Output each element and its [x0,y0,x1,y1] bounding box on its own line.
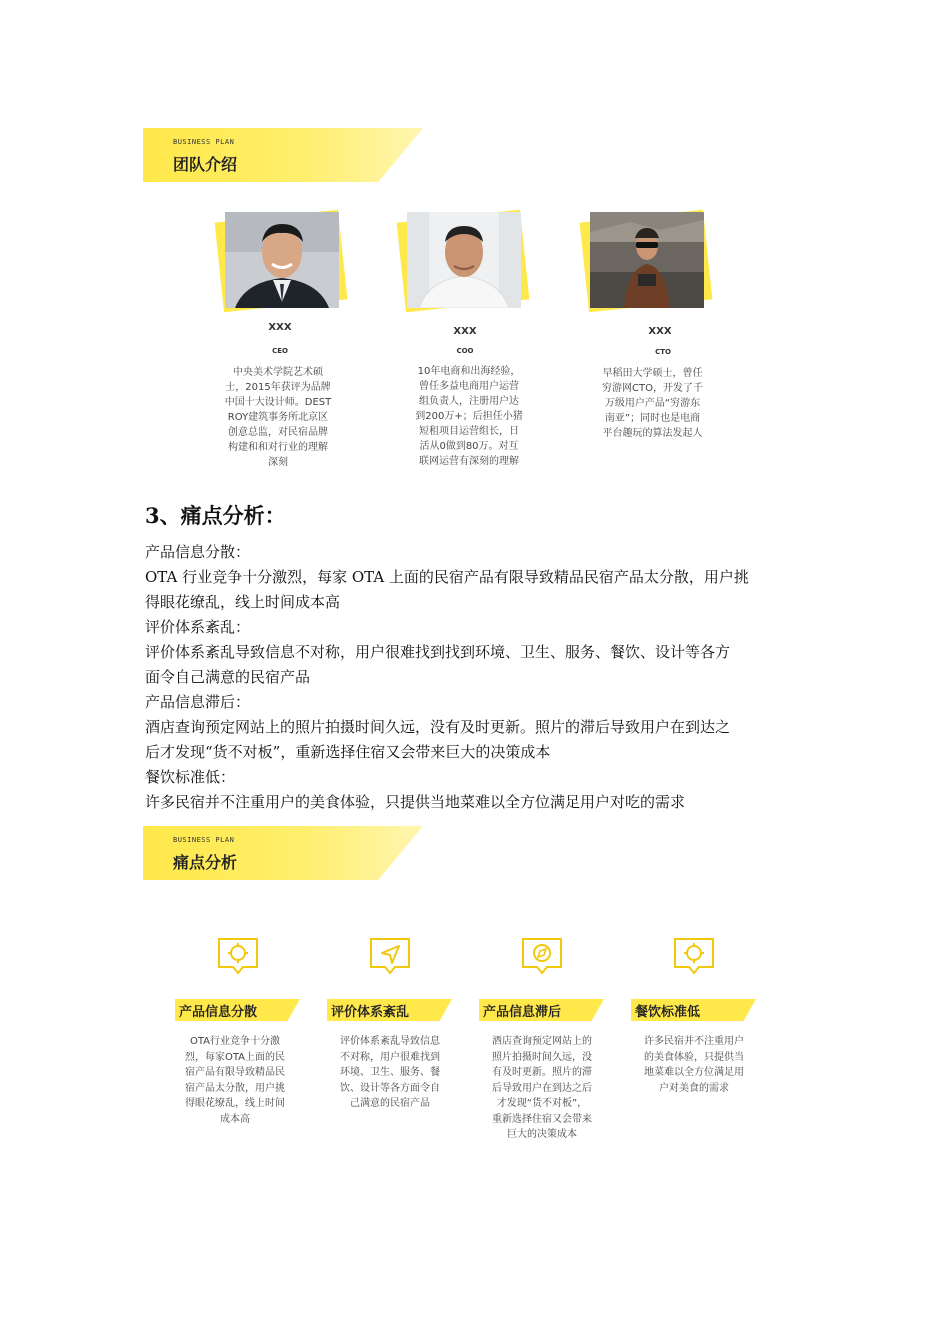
paragraph-line: OTA 行业竞争十分激烈，每家 OTA 上面的民宿产品有限导致精品民宿产品太分散，用户挑 [145,568,749,586]
paragraph-line: 面令自己满意的民宿产品 [145,668,311,686]
paragraph-line: 评价体系紊乱导致信息不对称，用户很难找到找到环境、卫生、服务、餐饮、设计等各方 [145,643,731,661]
paragraph-line: 得眼花缭乱，线上时间成本高 [145,593,341,611]
send-icon [369,937,411,975]
member-description: 中央美术学院艺术硕 士，2015年获评为品牌 中国十大设计师。DEST ROY建筑事务所北京区 创意总监，对民宿品牌 构建和和对行业的理解 深刻 [224,367,332,468]
paragraph-line: 后才发现“货不对板”，重新选择住宿又会带来巨大的决策成本 [145,743,551,761]
pain-analysis-text [145,540,815,815]
team-banner [143,128,423,182]
banner-title: 痛点分析 [173,853,238,872]
cto-photo-frame [590,212,708,312]
paragraph-line: 产品信息滞后： [145,693,251,711]
compass-icon [521,937,563,975]
pain-point-description: 酒店查询预定网站上的 照片拍摄时间久远，没 有及时更新。照片的滞 后导致用户在到达之后 才发现“货不对板”， 重新选择住宿又会带来 巨大的决策成本 [492,1036,592,1140]
paragraph-line: 评价体系紊乱： [145,618,251,636]
ceo-photo-frame [225,212,343,312]
paragraph-line: 酒店查询预定网站上的照片拍摄时间久远，没有及时更新。照片的滞后导致用户在到达之 [145,718,731,736]
coo-photo [407,212,521,308]
section-heading: 3、痛点分析： [145,503,286,528]
member-name: XXX [268,322,292,333]
ceo-photo [225,212,339,308]
member-description: 10年电商和出海经验， 曾任多益电商用户运营 组负责人，注册用户达 到200万+；后担任小猪 短租项目运营组长，日 活从0做到80万。对互 联网运营有深刻的理解 [415,366,523,467]
pain-point-description: OTA行业竞争十分激 烈，每家OTA上面的民 宿产品有限导致精品民 宿产品太分散，用户挑 得眼花缭乱，线上时间 成本高 [184,1036,286,1125]
paragraph-line: 产品信息分散： [145,543,251,561]
pain-points-banner [143,826,423,880]
member-name: XXX [453,326,477,337]
coo-photo-frame [407,212,525,312]
pain-point-title: 评价体系紊乱 [327,999,452,1021]
pain-point-description: 评价体系紊乱导致信息 不对称，用户很难找到 环境、卫生、服务、餐 饮、设计等各方面令自 己满意的民宿产品 [340,1036,440,1109]
banner-title: 团队介绍 [173,155,238,174]
target-icon [673,937,715,975]
banner-subtitle: BUSINESS PLAN [173,138,235,146]
paragraph-line: 餐饮标准低： [145,768,236,786]
cto-photo [590,212,704,308]
member-role: CEO [272,347,288,355]
pain-point-title: 产品信息滞后 [479,999,604,1021]
target-icon [217,937,259,975]
paragraph-line: 许多民宿并不注重用户的美食体验，只提供当地菜难以全方位满足用户对吃的需求 [145,793,686,811]
pain-point-title: 餐饮标准低 [631,999,756,1021]
member-description: 早稻田大学硕士，曾任 穷游网CTO，开发了千 万级用户产品“穷游东 南亚”；同时也是电商 平台趣玩的算法发起人 [602,368,703,439]
pain-point-description: 许多民宿并不注重用户 的美食体验，只提供当 地菜难以全方位满足用 户对美食的需求 [644,1036,744,1094]
banner-subtitle: BUSINESS PLAN [173,836,235,844]
member-name: XXX [648,326,672,337]
pain-point-title: 产品信息分散 [175,999,300,1021]
member-role: CTO [655,348,671,356]
member-role: COO [456,347,474,355]
